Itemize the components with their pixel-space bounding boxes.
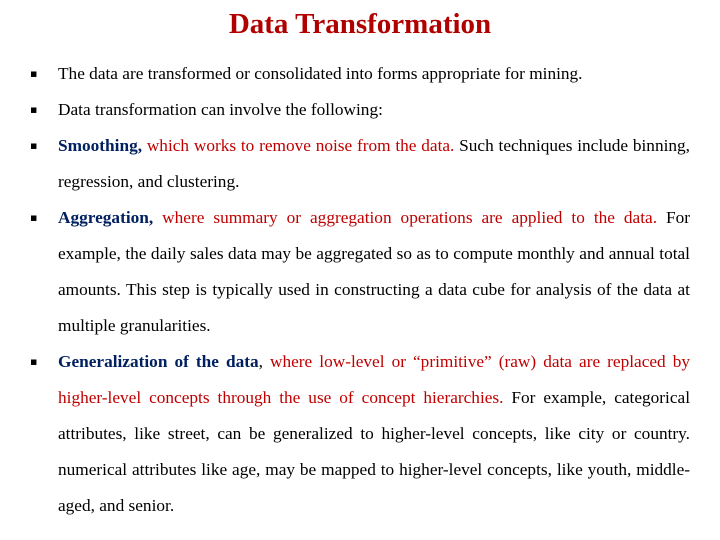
square-bullet-icon: ▪ bbox=[30, 211, 38, 224]
term-generalization: Generalization of the data bbox=[58, 352, 259, 371]
bullet-text: Data transformation can involve the following: bbox=[58, 100, 383, 119]
explanation-aggregation: For example, the daily sales data may be aggregated so as to compute monthly and annual total amounts. This step is typically used in constructing a data cube for analysis of the data at multiple granularities. bbox=[58, 208, 690, 335]
term-smoothing: Smoothing, bbox=[58, 136, 143, 155]
bullet-list bbox=[30, 56, 690, 524]
definition-aggregation: where summary or aggregation operations are applied to the data. bbox=[153, 208, 658, 227]
square-bullet-icon: ▪ bbox=[30, 103, 38, 116]
bullet-item-aggregation bbox=[30, 200, 690, 344]
term-aggregation: Aggregation, bbox=[58, 208, 154, 227]
bullet-text: The data are transformed or consolidated into forms appropriate for mining. bbox=[58, 64, 583, 83]
square-bullet-icon: ▪ bbox=[30, 139, 38, 152]
bullet-item-transform-overview bbox=[30, 56, 690, 92]
definition-generalization: where low-level or “primitive” (raw) data are replaced by higher-level concepts through the use of concept hierarchies. bbox=[58, 352, 691, 407]
slide-title: Data Transformation bbox=[228, 8, 492, 40]
term-suffix-generalization: , bbox=[258, 352, 263, 371]
bullet-item-generalization bbox=[30, 344, 690, 524]
square-bullet-icon: ▪ bbox=[30, 355, 38, 368]
bullet-item-smoothing bbox=[30, 128, 690, 200]
explanation-generalization: For example, categorical attributes, like street, can be generalized to higher-level concepts, like city or country. numerical attributes like age, may be mapped to higher-level concepts, like youth, middle-aged, and senior. bbox=[58, 388, 690, 515]
definition-smoothing: which works to remove noise from the data. bbox=[142, 136, 455, 155]
square-bullet-icon: ▪ bbox=[30, 67, 38, 80]
bullet-item-transform-involves bbox=[30, 92, 690, 128]
explanation-smoothing: Such techniques include binning, regression, and clustering. bbox=[58, 136, 690, 191]
